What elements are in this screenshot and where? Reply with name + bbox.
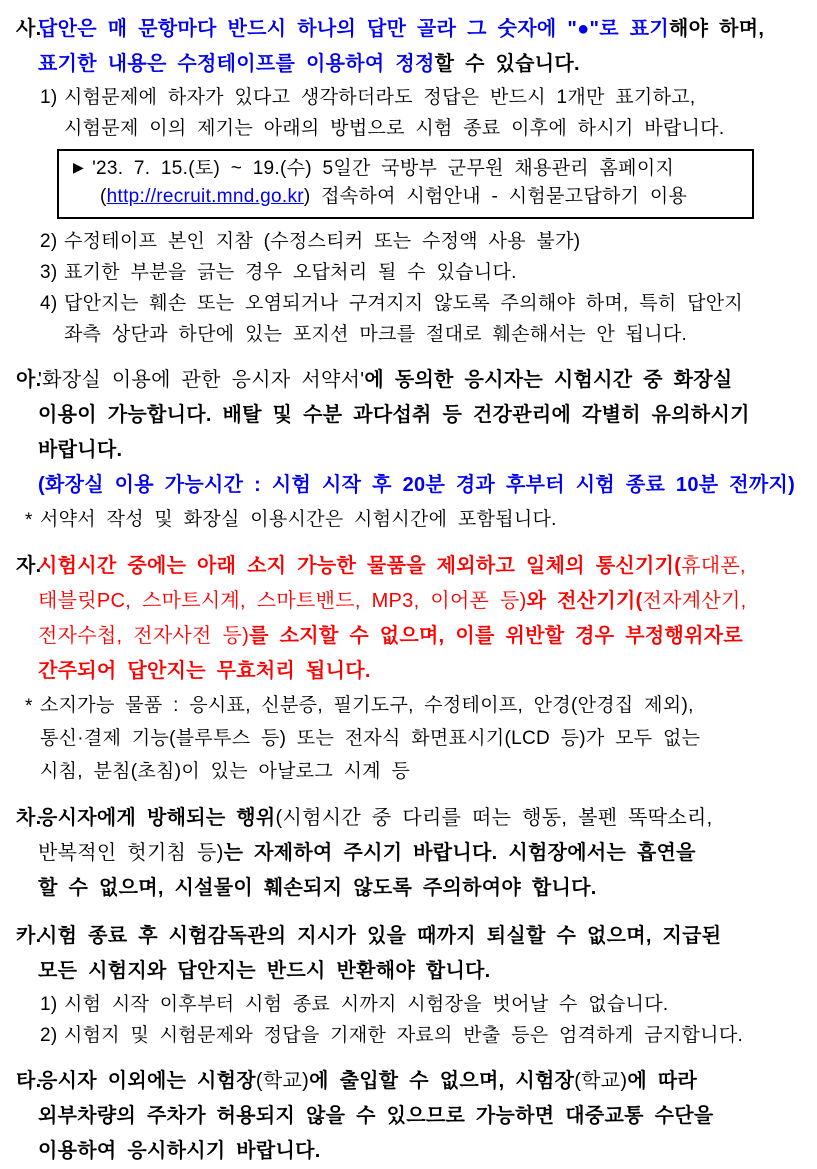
- text-segment: 에 동의한 응시자는 시험시간 중 화장실: [364, 369, 733, 391]
- text-segment: 간주되어 답안지는 무효처리 됩니다.: [38, 660, 371, 682]
- text-segment: 와 전산기기(: [526, 590, 643, 612]
- text-segment: 이용하여 응시하시기 바랍니다.: [38, 1140, 321, 1162]
- heading-line: [0, 919, 811, 954]
- item-number: 2): [40, 1025, 58, 1046]
- text-segment: (화장실 이용 가능시간 : 시험 시작 후 20분 경과 후부터 시험 종료 10분 전까지): [38, 474, 796, 496]
- notice-box: [57, 149, 754, 219]
- text-segment: 수정테이프 본인 지참 (수정스티커 또는 수정액 사용 불가): [64, 231, 581, 252]
- item-number: 4): [40, 293, 58, 314]
- text-segment: '화장실 이용에 관한 응시자 서약서': [38, 369, 365, 391]
- arrow-right-icon: ▶: [73, 159, 85, 175]
- heading-line: [0, 801, 811, 836]
- sub-item-continuation: [0, 113, 811, 144]
- sub-item: [0, 257, 811, 288]
- sub-item: [0, 82, 811, 113]
- text-segment: 할 수 있습니다.: [434, 53, 580, 75]
- sub-item: [0, 288, 811, 319]
- text-segment: (시험시간 중 다리를 떠는 행동, 볼펜 똑딱소리,: [275, 807, 713, 829]
- text-segment: 시험문제에 하자가 있다고 생각하더라도 정답은 반드시 1개만 표기하고,: [64, 87, 696, 108]
- note-line: [0, 689, 811, 722]
- note-line: [0, 503, 811, 536]
- text-segment: 답안지는 훼손 또는 오염되거나 구겨지지 않도록 주의해야 하며, 특히 답안지: [64, 293, 744, 314]
- section-ka: [0, 919, 811, 1051]
- text-segment: 반복적인 헛기침 등): [38, 842, 224, 864]
- text-segment: (학교): [255, 1070, 310, 1092]
- section-sa: [0, 12, 811, 350]
- sub-item: [0, 989, 811, 1020]
- text-segment: 해야 하며,: [669, 18, 765, 40]
- sub-item: [0, 1020, 811, 1051]
- text-segment: 휴대폰,: [681, 555, 746, 577]
- text-segment: 전자계산기,: [642, 590, 747, 612]
- text-segment: 할 수 없으며, 시설물이 훼손되지 않도록 주의하여야 합니다.: [38, 877, 597, 899]
- heading-line: [0, 619, 811, 654]
- section-cha: [0, 801, 811, 906]
- heading-line: [0, 1099, 811, 1134]
- text-segment: 시험지 및 시험문제와 정답을 기재한 자료의 반출 등은 엄격하게 금지합니다.: [64, 1025, 744, 1046]
- asterisk-marker: *: [25, 696, 33, 717]
- text-segment: 표기한 내용은 수정테이프를 이용하여 정정: [38, 53, 435, 75]
- item-number: 1): [40, 994, 58, 1015]
- text-segment: 표기한 부분을 긁는 경우 오답처리 될 수 있습니다.: [64, 262, 517, 283]
- text-segment: (학교): [574, 1070, 628, 1092]
- text-segment: 소지가능 물품 : 응시표, 신분증, 필기도구, 수정테이프, 안경(안경집 제외),: [40, 695, 694, 716]
- heading-line: [0, 836, 811, 871]
- text-segment: 시험문제 이의 제기는 아래의 방법으로 시험 종료 이후에 하시기 바랍니다.: [64, 118, 725, 139]
- heading-line: [0, 1064, 811, 1099]
- note-line-continuation: [0, 755, 811, 788]
- section-label: 타.: [16, 1070, 42, 1092]
- section-label: 자.: [16, 555, 42, 577]
- text-segment: 시험 종료 후 시험감독관의 지시가 있을 때까지 퇴실할 수 없으며, 지급된: [38, 925, 722, 947]
- section-label: 카.: [16, 925, 42, 947]
- section-ah: [0, 363, 811, 536]
- heading-line: [0, 47, 811, 82]
- text-segment: '23. 7. 15.(토) ~ 19.(수) 5일간 국방부 군무원 채용관리 홈페이지: [92, 158, 675, 179]
- text-segment: 응시자 이외에는 시험장: [38, 1070, 256, 1092]
- heading-line: [0, 363, 811, 398]
- sub-item-continuation: [0, 319, 811, 350]
- heading-line: [0, 1134, 811, 1169]
- notice-box-line: [73, 183, 744, 211]
- heading-line: [0, 549, 811, 584]
- toilet-time-note: [0, 468, 811, 503]
- text-segment: 통신·결제 기능(블루투스 등) 또는 전자식 화면표시기(LCD 등)가 모두 없는: [40, 728, 701, 749]
- text-segment: 모든 시험지와 답안지는 반드시 반환해야 합니다.: [38, 960, 491, 982]
- heading-line: [0, 954, 811, 989]
- section-label: 차.: [16, 807, 42, 829]
- heading-line: [0, 584, 811, 619]
- text-segment: 시험시간 중에는 아래 소지 가능한 물품을 제외하고 일체의 통신기기(: [38, 555, 682, 577]
- text-segment: ) 접속하여 시험안내 - 시험묻고답하기 이용: [303, 186, 688, 207]
- heading-line: [0, 654, 811, 689]
- text-segment: 응시자에게 방해되는 행위: [38, 807, 276, 829]
- section-ta: [0, 1064, 811, 1169]
- heading-line: [0, 871, 811, 906]
- text-segment: 에 출입할 수 없으며, 시험장: [309, 1070, 575, 1092]
- section-ja: [0, 549, 811, 788]
- recruit-url-link[interactable]: http://recruit.mnd.go.kr: [106, 186, 304, 207]
- text-segment: 바랍니다.: [38, 439, 123, 461]
- note-line-continuation: [0, 722, 811, 755]
- section-label: 아.: [16, 369, 42, 391]
- text-segment: 전자수첩, 전자사전 등): [38, 625, 250, 647]
- text-segment: 는 자제하여 주시기 바랍니다. 시험장에서는 흡연을: [223, 842, 696, 864]
- text-segment: 외부차량의 주차가 허용되지 않을 수 있으므로 가능하면 대중교통 수단을: [38, 1105, 714, 1127]
- item-number: 3): [40, 262, 58, 283]
- text-segment: 답안은 매 문항마다 반드시 하나의 답만 골라 그 숫자에 "●"로 표기: [38, 18, 670, 40]
- item-number: 2): [40, 231, 58, 252]
- heading-line: [0, 12, 811, 47]
- asterisk-marker: *: [25, 510, 33, 531]
- text-segment: 서약서 작성 및 화장실 이용시간은 시험시간에 포함됩니다.: [40, 509, 557, 530]
- text-segment: 좌측 상단과 하단에 있는 포지션 마크를 절대로 훼손해서는 안 됩니다.: [64, 324, 688, 345]
- text-segment: 를 소지할 수 없으며, 이를 위반할 경우 부정행위자로: [249, 625, 743, 647]
- text-segment: 시험 시작 이후부터 시험 종료 시까지 시험장을 벗어날 수 없습니다.: [64, 994, 669, 1015]
- heading-line: [0, 398, 811, 433]
- heading-line: [0, 433, 811, 468]
- text-segment: (: [100, 186, 107, 207]
- text-segment: 에 따라: [627, 1070, 698, 1092]
- text-segment: 시침, 분침(초침)이 있는 아날로그 시계 등: [40, 761, 411, 782]
- notice-box-line: [73, 155, 744, 183]
- text-segment: 이용이 가능합니다. 배탈 및 수분 과다섭취 등 건강관리에 각별히 유의하시기: [38, 404, 750, 426]
- sub-item: [0, 226, 811, 257]
- section-label: 사.: [16, 18, 42, 40]
- item-number: 1): [40, 87, 58, 108]
- text-segment: 태블릿PC, 스마트시계, 스마트밴드, MP3, 이어폰 등): [38, 590, 527, 612]
